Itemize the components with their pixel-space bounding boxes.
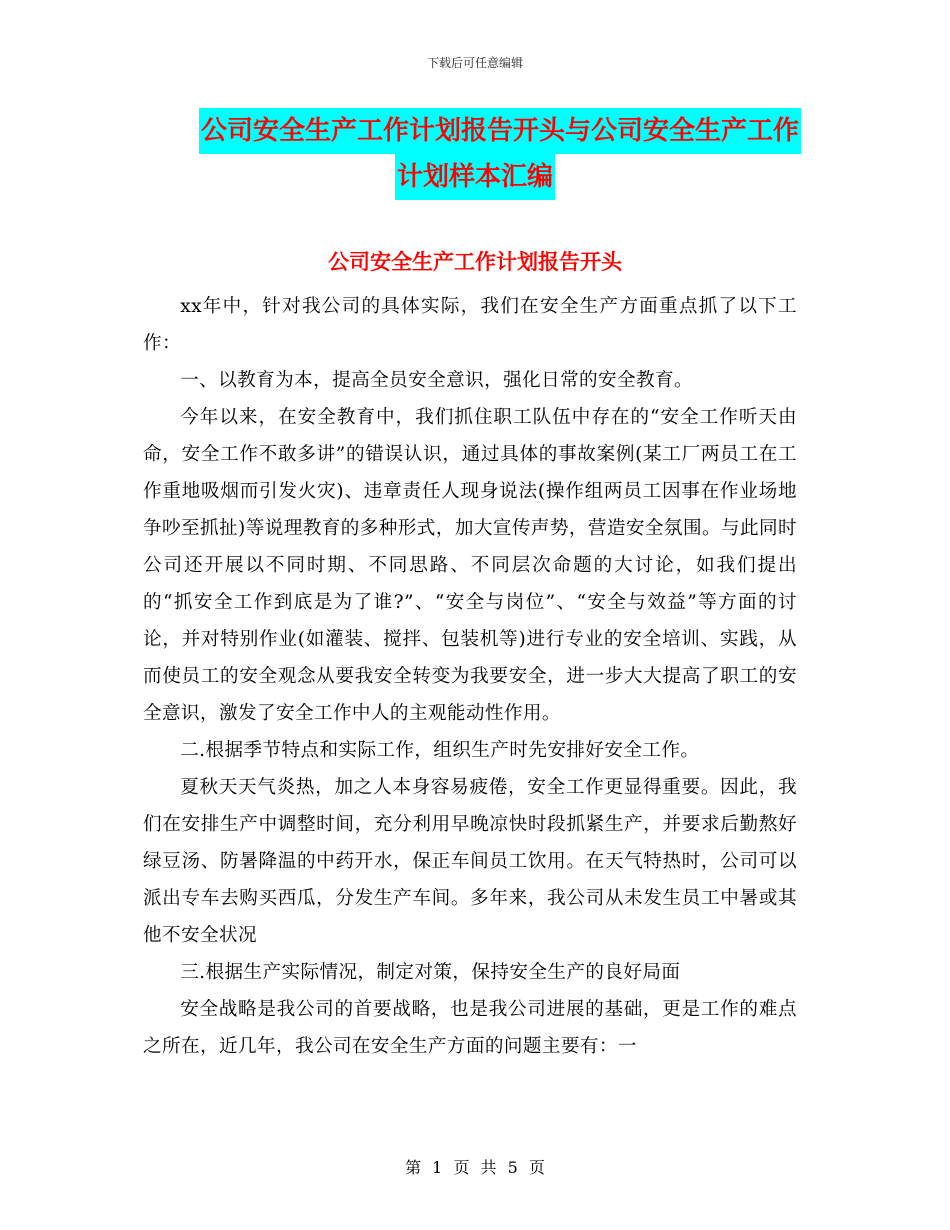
paragraph-heading-2: 二.根据季节特点和实际工作，组织生产时先安排好安全工作。 [180,740,700,761]
body-text [143,288,797,1065]
paragraph-education: 今年以来，在安全教育中，我们抓住职工队伍中存在的“安全工作听天由命，安全工作不敢多讲”的错误认识，通过具体的事故案例(某工厂两员工在工作重地吸烟而引发火灾)、违章责任人现身说法(操作组两员工因事在作业场地争吵至抓扯)等说理教育的多种形式，加大宣传声势，营造安全氛围。与此同时公司还开展以不同时期、不同思路、不同层次命题的大讨论，如我们提出的“抓安全工作到底是为了谁?”、“安全与岗位”、“安全与效益”等方面的讨论，并对特别作业(如灌装、搅拌、包装机等)进行专业的安全培训、实践，从而使员工的安全观念从要我安全转变为我要安全，进一步大大提高了职工的安全意识，激发了安全工作中人的主观能动性作用。 [143,407,797,724]
paragraph-strategy: 安全战略是我公司的首要战略，也是我公司进展的基础，更是工作的难点之所在，近几年，我公司在安全生产方面的问题主要有：一 [143,999,797,1057]
document-title [0,108,950,200]
section-title: 公司安全生产工作计划报告开头 [328,250,622,274]
document-title-line-2: 计划样本汇编 [395,154,555,200]
paragraph-heading-1: 一、以教育为本，提高全员安全意识，强化日常的安全教育。 [180,370,694,391]
page-number: 第 1 页 共 5 页 [405,1158,545,1177]
page-header-note: 下载后可任意编辑 [426,56,523,70]
paragraph-summer: 夏秋天天气炎热，加之人本身容易疲倦，安全工作更显得重要。因此，我们在安排生产中调整时间，充分利用早晚凉快时段抓紧生产，并要求后勤熬好绿豆汤、防暑降温的中药开水，保正车间员工饮用。在天气特热时，公司可以派出专车去购买西瓜，分发生产车间。多年来，我公司从未发生员工中暑或其他不安全状况 [143,777,797,946]
document-title-line-1: 公司安全生产工作计划报告开头与公司安全生产工作 [199,108,801,154]
paragraph-heading-3: 三.根据生产实际情况，制定对策，保持安全生产的良好局面 [180,962,681,983]
paragraph-intro: xx年中，针对我公司的具体实际，我们在安全生产方面重点抓了以下工作： [143,296,797,354]
